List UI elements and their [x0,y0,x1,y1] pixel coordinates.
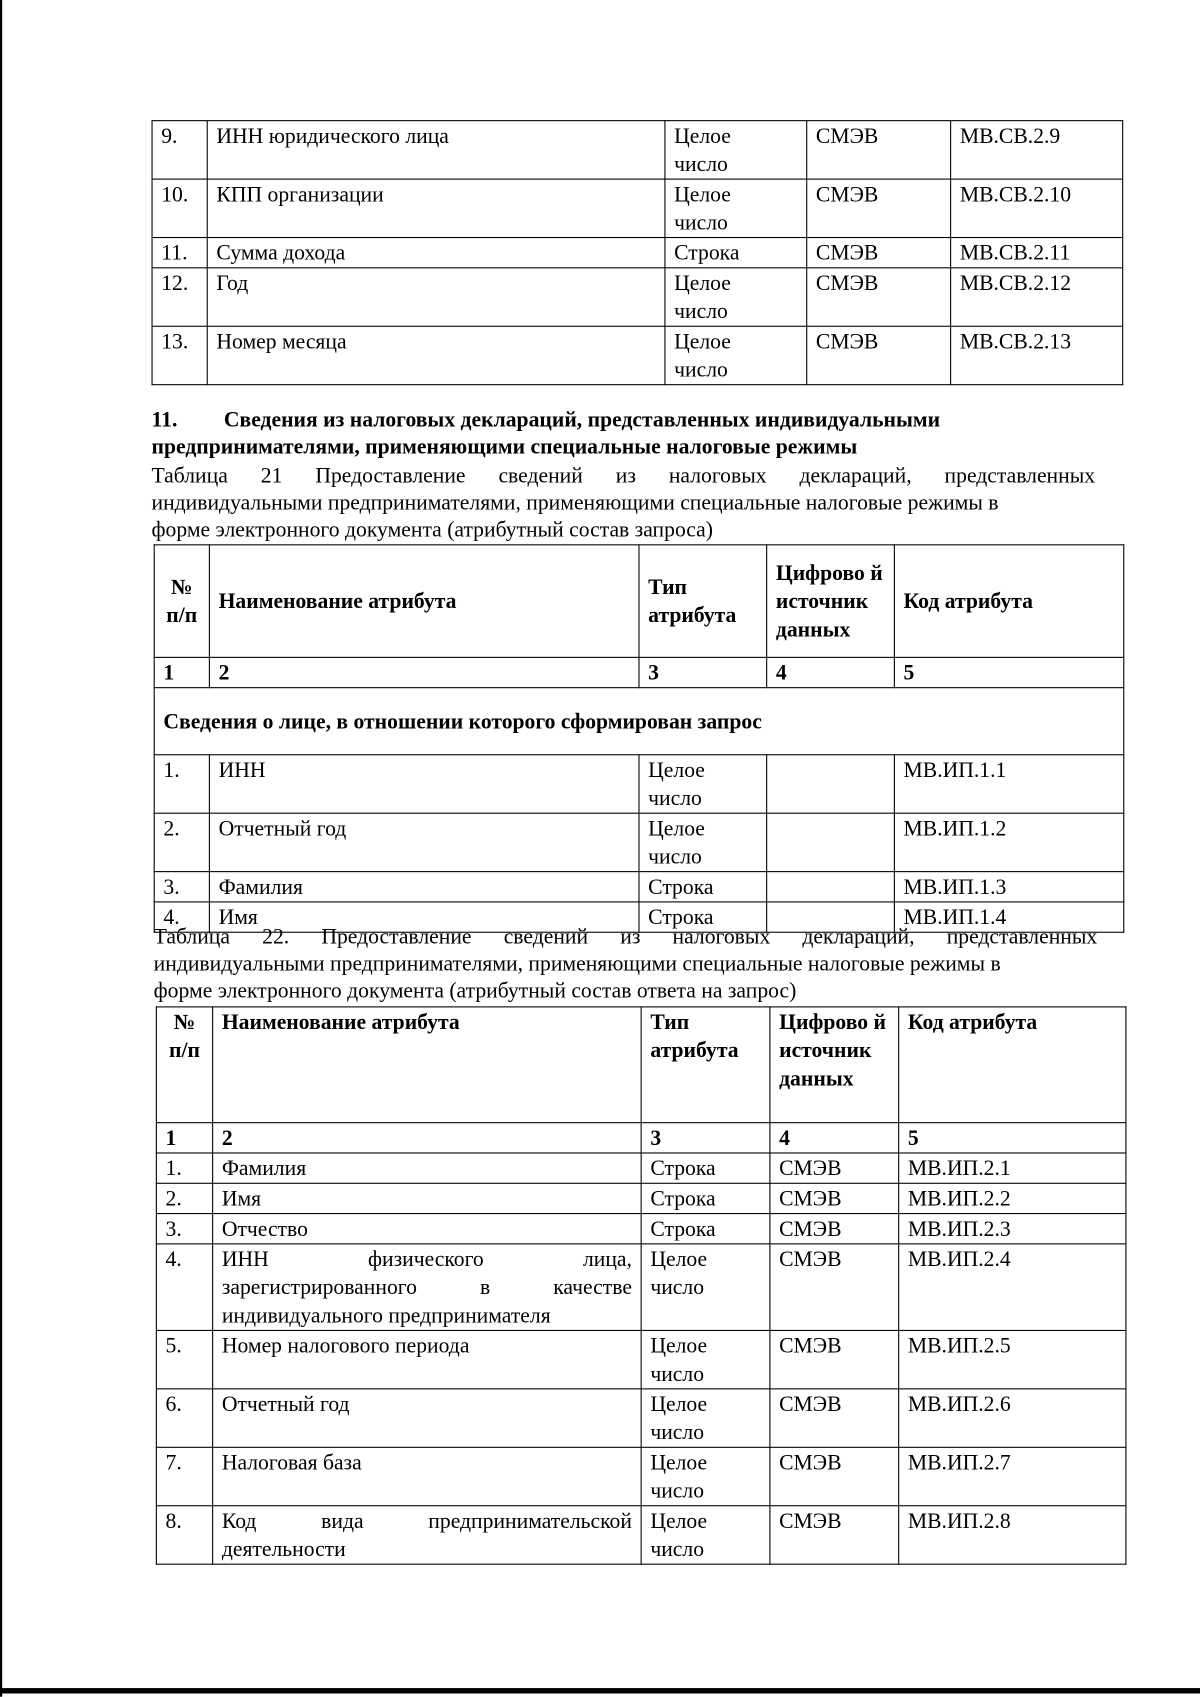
table-row [154,755,1124,813]
caption-line: индивидуальными предпринимателями, применяющими специальные налоговые режимы в [151,491,999,516]
data-source [767,813,895,871]
row-number: 2. [154,813,209,871]
row-number: 13. [152,326,207,384]
attribute-type: Целое число [641,1330,770,1388]
source-header: Цифрово й источник данных [770,1007,899,1123]
scan-border [0,0,2,1697]
table-row [156,1183,1126,1213]
attribute-name: Фамилия [209,872,639,902]
data-source: СМЭВ [770,1447,899,1505]
data-source: СМЭВ [770,1183,899,1213]
table-row [156,1330,1126,1388]
row-number: 4. [156,1244,212,1331]
attribute-type: Строка [639,872,767,902]
row-number: 10. [152,179,207,237]
row-number: 12. [152,268,207,326]
data-source: СМЭВ [770,1506,899,1564]
table-row [152,179,1123,237]
attribute-code: МВ.ИП.2.3 [899,1214,1126,1244]
data-source: СМЭВ [770,1214,899,1244]
attribute-name: Сумма дохода [207,238,665,268]
attribute-type: Целое число [665,326,807,384]
type-header: Тип атрибута [639,545,767,658]
attribute-name: Отчетный год [209,813,639,871]
column-number: 3 [641,1123,770,1153]
attribute-name: Год [207,268,665,326]
attribute-type: Целое число [641,1506,770,1564]
number-header: № п/п [154,545,209,658]
column-number-row [156,1123,1126,1153]
attribute-code: МВ.ИП.2.2 [899,1183,1126,1213]
row-number: 1. [154,755,209,813]
attribute-type: Целое число [665,121,807,179]
table-row [156,1244,1126,1331]
attribute-code: МВ.ИП.2.4 [899,1244,1126,1331]
code-header: Код атрибута [899,1007,1126,1123]
attribute-type: Строка [641,1183,770,1213]
attribute-type: Целое число [639,813,767,871]
name-header: Наименование атрибута [209,545,639,658]
attribute-code: МВ.СВ.2.9 [951,121,1123,179]
group-row [154,688,1124,755]
attribute-name: Отчество [213,1214,642,1244]
table-row [154,813,1124,871]
row-number: 2. [156,1183,212,1213]
attribute-name: ИНН [209,755,639,813]
caption-line: форме электронного документа (атрибутный состав запроса) [151,518,714,543]
data-source: СМЭВ [770,1153,899,1183]
name-header: Наименование атрибута [213,1007,642,1123]
attribute-code: МВ.ИП.2.7 [899,1447,1126,1505]
table-22 [156,1006,1127,1564]
section-title-line1: Сведения из налоговых деклараций, представленных индивидуальными [223,407,941,432]
table-21 [154,544,1125,932]
table-row [154,872,1124,902]
attribute-type: Целое число [639,755,767,813]
data-source: СМЭВ [807,238,951,268]
attribute-name: Налоговая база [213,1447,642,1505]
data-source: СМЭВ [807,326,951,384]
column-number: 1 [156,1123,212,1153]
attribute-code: МВ.ИП.2.6 [899,1389,1126,1447]
data-source: СМЭВ [807,179,951,237]
scan-border-bottom [0,1688,1200,1693]
section-heading [151,407,1122,461]
attribute-code: МВ.ИП.2.8 [899,1506,1126,1564]
attribute-name: Номер месяца [207,326,665,384]
caption-line: форме электронного документа (атрибутный состав ответа на запрос) [153,979,797,1004]
column-number: 4 [767,657,895,687]
group-heading: Сведения о лице, в отношении которого сформирован запрос [154,688,1124,755]
table-20-continuation [151,120,1123,385]
column-number: 4 [770,1123,899,1153]
attribute-name: КПП организации [207,179,665,237]
table-row [156,1214,1126,1244]
attribute-code: МВ.ИП.2.5 [899,1330,1126,1388]
attribute-code: МВ.СВ.2.12 [951,268,1123,326]
attribute-code: МВ.ИП.1.3 [894,872,1123,902]
attribute-code: МВ.ИП.1.4 [894,902,1123,932]
attribute-name: Фамилия [213,1153,642,1183]
attribute-type: Строка [639,902,767,932]
attribute-type: Целое число [641,1244,770,1331]
data-source: СМЭВ [770,1244,899,1331]
attribute-name: Имя [213,1183,642,1213]
row-number: 3. [156,1214,212,1244]
attribute-name: Номер налогового периода [213,1330,642,1388]
row-number: 9. [152,121,207,179]
source-header: Цифрово й источник данных [767,545,895,658]
table-row [152,268,1123,326]
row-number: 4. [154,902,209,932]
attribute-code: МВ.ИП.2.1 [899,1153,1126,1183]
row-number: 1. [156,1153,212,1183]
table-row [152,121,1123,179]
attribute-code: МВ.СВ.2.10 [951,179,1123,237]
number-header: № п/п [156,1007,212,1123]
row-number: 7. [156,1447,212,1505]
table-row [156,1447,1126,1505]
row-number: 11. [152,238,207,268]
code-header: Код атрибута [894,545,1123,658]
table-row [152,238,1123,268]
attribute-type: Строка [641,1214,770,1244]
attribute-code: МВ.ИП.1.2 [894,813,1123,871]
attribute-type: Целое число [641,1389,770,1447]
attribute-code: МВ.СВ.2.13 [951,326,1123,384]
attribute-type: Строка [641,1153,770,1183]
column-number: 3 [639,657,767,687]
table-row [152,326,1123,384]
caption-line: индивидуальными предпринимателями, применяющими специальные налоговые режимы в [153,952,1001,977]
table-21-caption [151,463,1095,544]
header-row [156,1007,1126,1123]
type-header: Тип атрибута [641,1007,770,1123]
table-row [156,1389,1126,1447]
row-number: 5. [156,1330,212,1388]
row-number: 3. [154,872,209,902]
column-number: 5 [899,1123,1126,1153]
attribute-name: Отчетный год [213,1389,642,1447]
caption-line: Таблица 21 Предоставление сведений из налоговых деклараций, представленных [151,464,1096,489]
header-row [154,545,1124,658]
table-row [156,1506,1126,1564]
attribute-name: ИНН физического лица, зарегистрированного в качестве индивидуального предпринимателя [213,1244,642,1331]
column-number-row [154,657,1124,687]
data-source: СМЭВ [770,1330,899,1388]
data-source: СМЭВ [770,1389,899,1447]
table-22-caption [154,924,1098,1005]
attribute-type: Строка [665,238,807,268]
section-number: 11. [151,407,178,432]
attribute-type: Целое число [665,179,807,237]
column-number: 1 [154,657,209,687]
column-number: 2 [213,1123,642,1153]
data-source: СМЭВ [807,121,951,179]
attribute-name: Имя [209,902,639,932]
attribute-type: Целое число [641,1447,770,1505]
attribute-code: МВ.ИП.1.1 [894,755,1123,813]
row-number: 8. [156,1506,212,1564]
column-number: 2 [209,657,639,687]
attribute-name: Код вида предпринимательской деятельности [213,1506,642,1564]
section-title-line2: предпринимателями, применяющими специальные налоговые режимы [151,435,858,459]
column-number: 5 [894,657,1123,687]
row-number: 6. [156,1389,212,1447]
data-source [767,755,895,813]
data-source [767,872,895,902]
caption-line: Таблица 22. Предоставление сведений из налоговых деклараций, представленных [153,925,1098,950]
attribute-code: МВ.СВ.2.11 [951,238,1123,268]
data-source: СМЭВ [807,268,951,326]
table-row [156,1153,1126,1183]
attribute-name: ИНН юридического лица [207,121,665,179]
attribute-type: Целое число [665,268,807,326]
